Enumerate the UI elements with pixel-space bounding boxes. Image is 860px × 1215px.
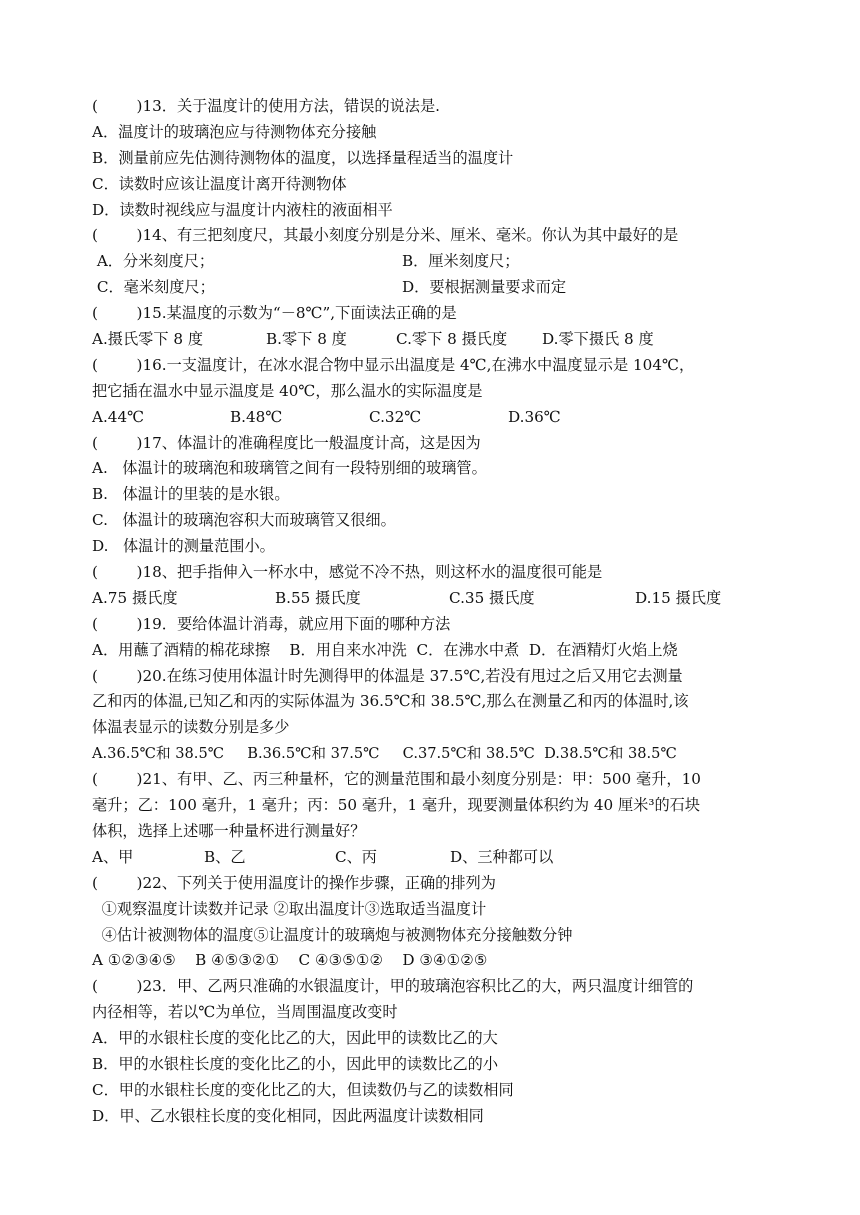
q23-option-a: A．甲的水银柱长度的变化比乙的大，因此甲的读数比乙的大 xyxy=(92,1029,498,1048)
q15-option-d: D.零下摄氏 8 度 xyxy=(542,330,654,349)
q23-option-c: C．甲的水银柱长度的变化比乙的大，但读数仍与乙的读数相同 xyxy=(92,1080,514,1099)
q23-option-d: D．甲、乙水银柱长度的变化相同，因此两温度计读数相同 xyxy=(92,1106,484,1125)
q16-options xyxy=(92,405,792,431)
q19-options: A．用蘸了酒精的棉花球擦 B．用自来水冲洗 C．在沸水中煮 D．在酒精灯火焰上烧 xyxy=(92,640,678,659)
q17-option-d: D. 体温计的测量范围小。 xyxy=(92,537,275,556)
q16-option-b: B.48℃ xyxy=(230,407,283,426)
q14-options-row-2 xyxy=(92,275,792,301)
q20-stem-line-3: 体温表显示的读数分别是多少 xyxy=(92,718,290,737)
q19-stem: ( )19．要给体温计消毒，就应用下面的哪种方法 xyxy=(92,614,451,633)
q16-option-a: A.44℃ xyxy=(92,407,145,426)
q22-steps-line-1: ①观察温度计读数并记录 ②取出温度计③选取适当温度计 xyxy=(92,899,487,918)
q13-option-d: D．读数时视线应与温度计内液柱的液面相平 xyxy=(92,200,393,219)
q14-option-c: C．毫米刻度尺； xyxy=(92,278,215,297)
q14-option-b: B．厘米刻度尺； xyxy=(402,252,520,271)
q21-option-d: D、三种都可以 xyxy=(450,847,554,866)
q16-option-c: C.32℃ xyxy=(369,407,422,426)
q14-option-d: D．要根据测量要求而定 xyxy=(402,278,567,297)
q15-option-a: A.摄氏零下 8 度 xyxy=(92,330,204,349)
q16-stem-line-2: 把它插在温水中显示温度是 40℃，那么温水的实际温度是 xyxy=(92,381,483,400)
q15-option-b: B.零下 8 度 xyxy=(266,330,347,349)
q17-option-a: A. 体温计的玻璃泡和玻璃管之间有一段特别细的玻璃管。 xyxy=(92,459,487,478)
q18-option-b: B.55 摄氏度 xyxy=(275,588,361,607)
q20-stem-line-1: ( )20.在练习使用体温计时先测得甲的体温是 37.5℃,若没有甩过之后又用它去测量 xyxy=(92,666,683,685)
q23-option-b: B．甲的水银柱长度的变化比乙的小，因此甲的读数比乙的小 xyxy=(92,1054,499,1073)
q20-stem-line-2: 乙和丙的体温,已知乙和丙的实际体温为 36.5℃和 38.5℃,那么在测量乙和丙的体温时,该 xyxy=(92,692,689,711)
q16-option-d: D.36℃ xyxy=(508,407,561,426)
q22-options: A ①②③④⑤ B ④⑤③②① C ④③⑤①② D ③④①②⑤ xyxy=(92,951,488,970)
q22-steps-line-2: ④估计被测物体的温度⑤让温度计的玻璃炮与被测物体充分接触数分钟 xyxy=(92,925,573,944)
q21-option-c: C、丙 xyxy=(335,847,377,866)
worksheet-page xyxy=(92,94,792,1130)
q13-option-a: A．温度计的玻璃泡应与待测物体充分接触 xyxy=(92,122,377,141)
q15-options xyxy=(92,327,792,353)
q14-stem: ( )14、有三把刻度尺，其最小刻度分别是分米、厘米、毫米。你认为其中最好的是 xyxy=(92,226,679,245)
q13-option-c: C．读数时应该让温度计离开待测物体 xyxy=(92,174,347,193)
q20-options: A.36.5℃和 38.5℃ B.36.5℃和 37.5℃ C.37.5℃和 38.5℃ D.38.5℃和 38.5℃ xyxy=(92,745,677,763)
q21-stem-line-1: ( )21、有甲、乙、丙三种量杯，它的测量范围和最小刻度分别是：甲：500 毫升，10 xyxy=(92,770,701,789)
q21-option-b: B、乙 xyxy=(204,847,246,866)
q21-stem-line-2: 毫升；乙：100 毫升，1 毫升；丙：50 毫升，1 毫升，现要测量体积约为 40 厘米³的石块 xyxy=(92,796,701,815)
q18-option-a: A.75 摄氏度 xyxy=(92,588,178,607)
q23-stem-line-2: 内径相等，若以℃为单位，当周围温度改变时 xyxy=(92,1003,398,1022)
q18-option-d: D.15 摄氏度 xyxy=(635,588,722,607)
q23-stem-line-1: ( )23．甲、乙两只准确的水银温度计，甲的玻璃泡容积比乙的大，两只温度计细管的 xyxy=(92,977,694,996)
q15-option-c: C.零下 8 摄氏度 xyxy=(396,330,508,349)
q14-option-a: A．分米刻度尺； xyxy=(92,252,215,271)
q18-stem: ( )18、把手指伸入一杯水中，感觉不冷不热，则这杯水的温度很可能是 xyxy=(92,563,603,582)
q15-stem: ( )15.某温度的示数为“－8℃”,下面读法正确的是 xyxy=(92,304,457,323)
q21-stem-line-3: 体积，选择上述哪一种量杯进行测量好？ xyxy=(92,821,366,840)
q21-options xyxy=(92,845,792,871)
q16-stem-line-1: ( )16.一支温度计，在冰水混合物中显示出温度是 4℃,在沸水中温度显示是 104℃， xyxy=(92,355,695,374)
q17-stem: ( )17、体温计的准确程度比一般温度计高，这是因为 xyxy=(92,433,481,452)
q18-options xyxy=(92,586,792,612)
q21-option-a: A、甲 xyxy=(92,847,134,866)
q17-option-c: C. 体温计的玻璃泡容积大而玻璃管又很细。 xyxy=(92,511,396,530)
q13-option-b: B．测量前应先估测待测物体的温度，以选择量程适当的温度计 xyxy=(92,148,514,167)
q22-stem: ( )22、下列关于使用温度计的操作步骤，正确的排列为 xyxy=(92,873,496,892)
q17-option-b: B. 体温计的里装的是水银。 xyxy=(92,485,290,504)
q13-stem: ( )13．关于温度计的使用方法，错误的说法是. xyxy=(92,97,440,115)
q14-options-row-1 xyxy=(92,249,792,275)
q18-option-c: C.35 摄氏度 xyxy=(449,588,535,607)
